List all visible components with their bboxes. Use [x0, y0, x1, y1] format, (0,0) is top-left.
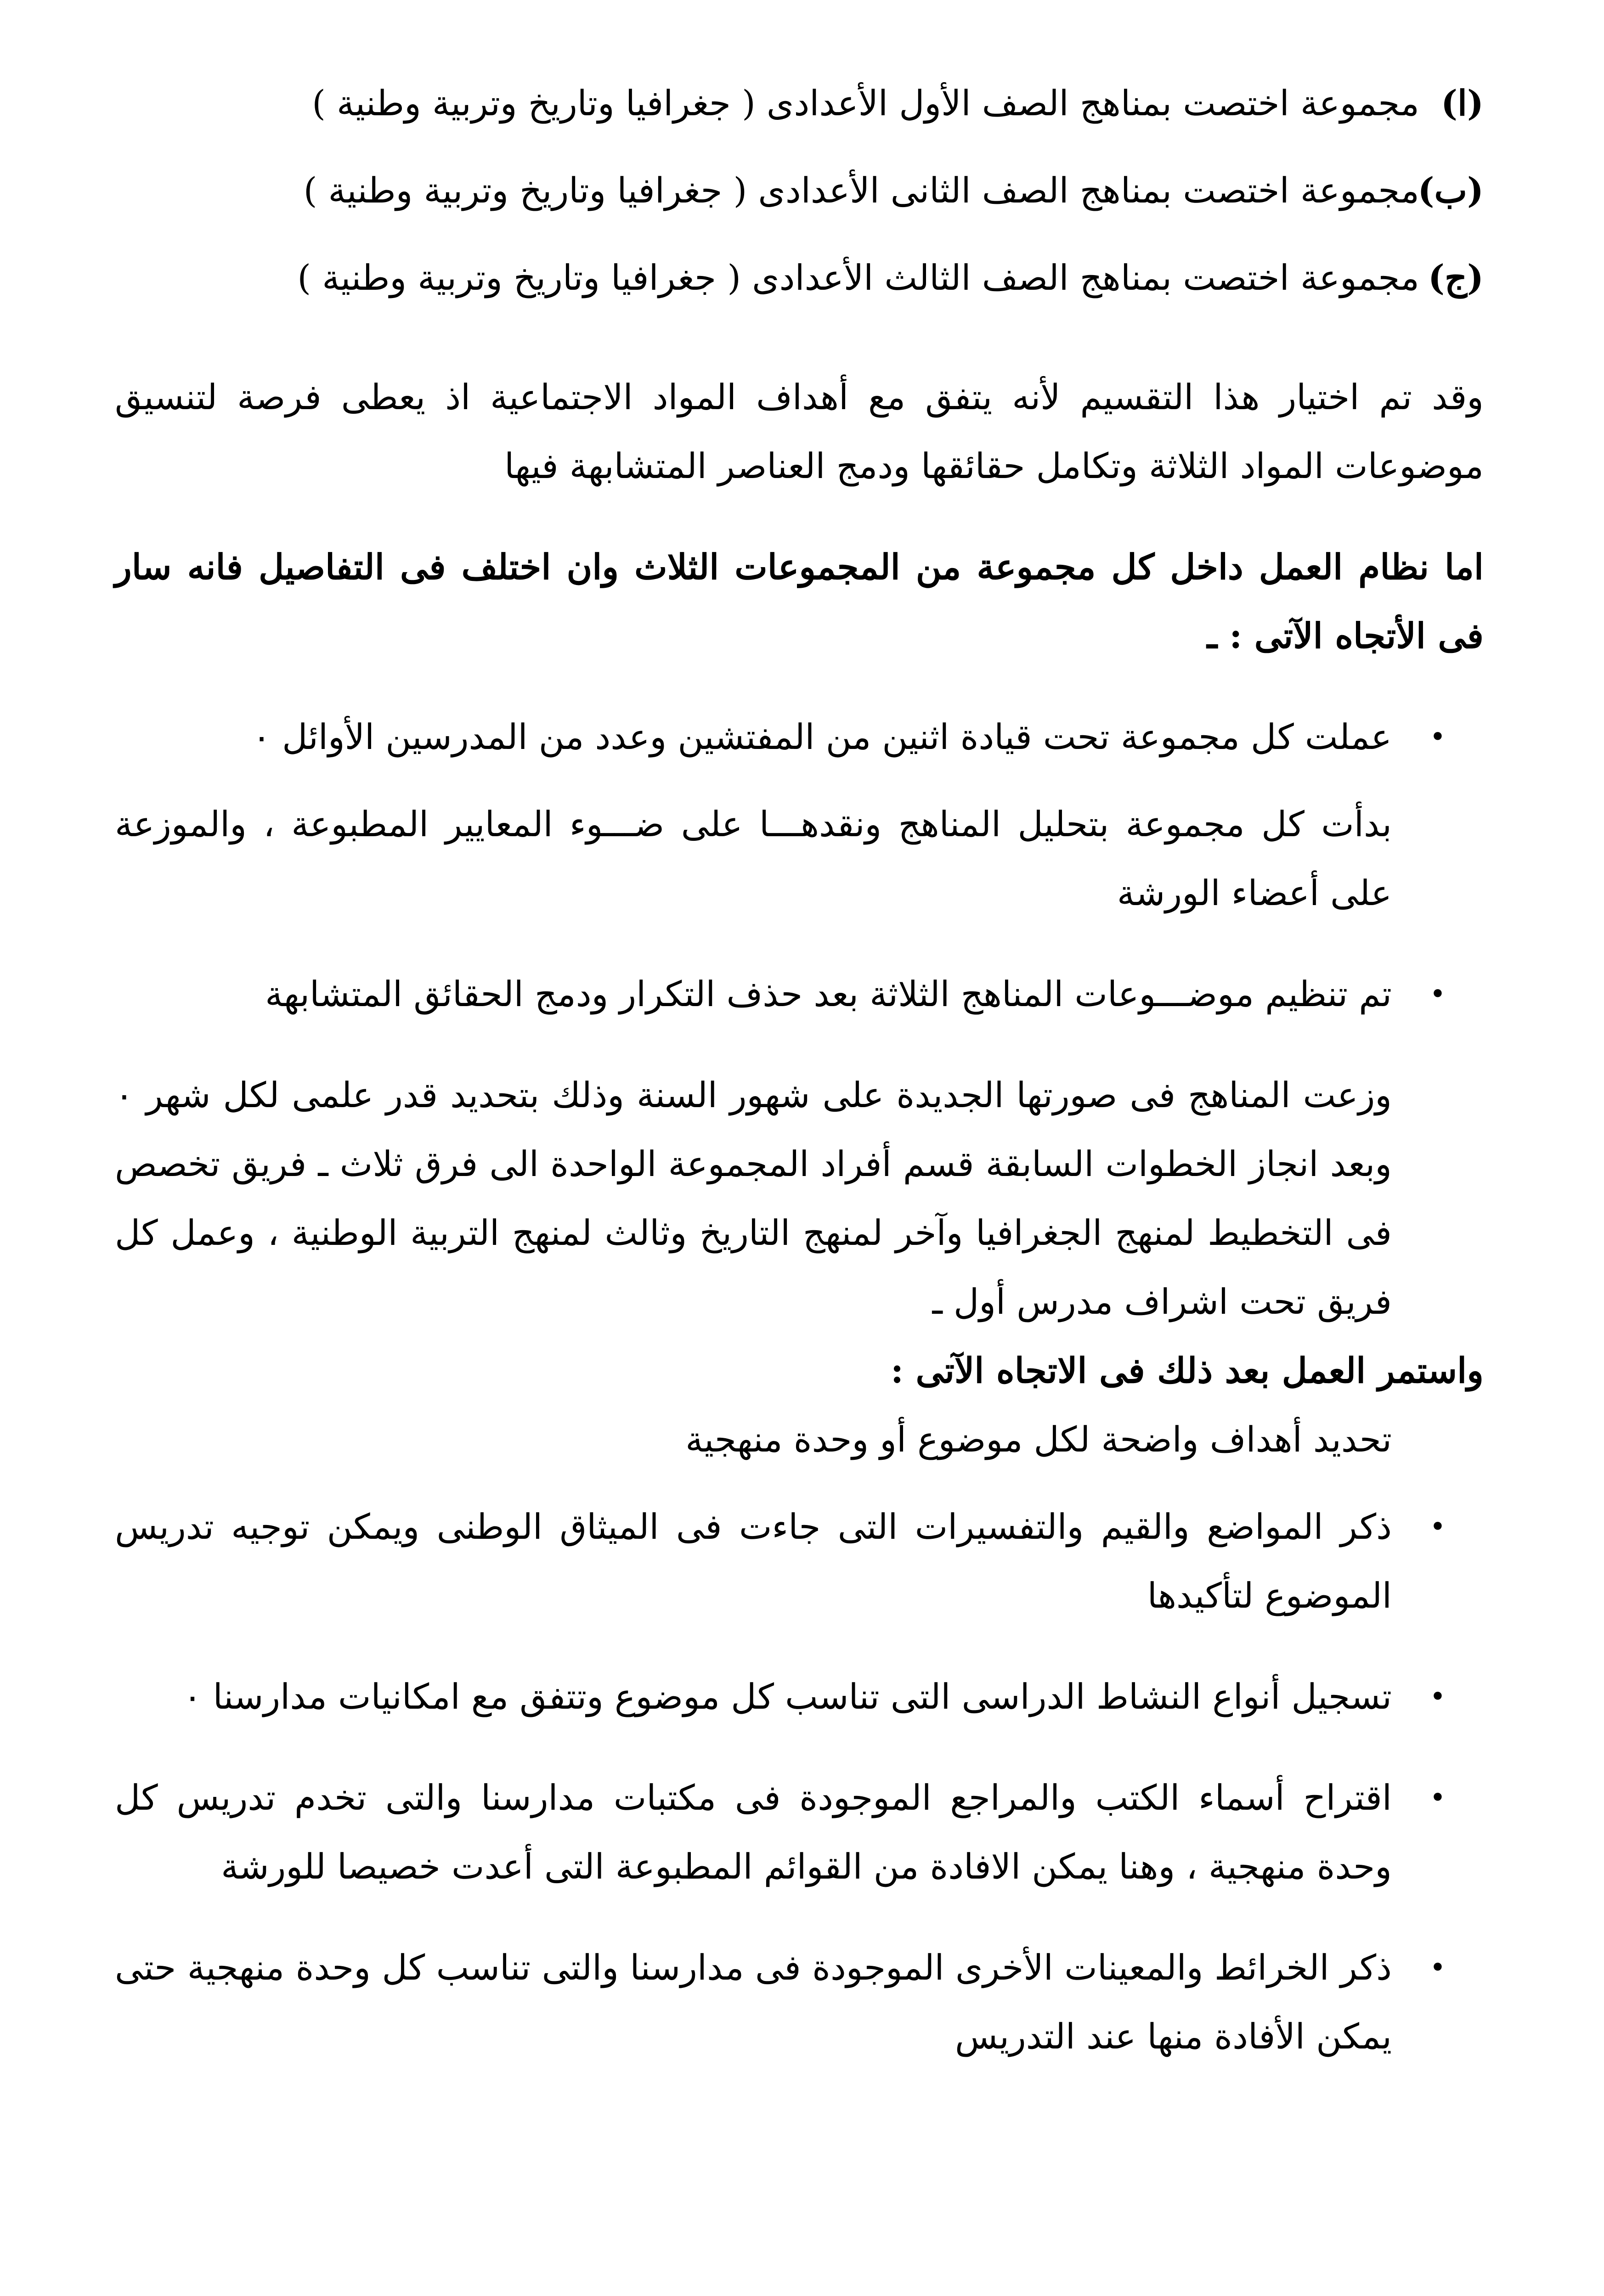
group-text: مجموعة اختصت بمناهج الصف الأول الأعدادى ( جغرافيا وتاريخ وتربية وطنية )	[312, 83, 1419, 124]
bullet-item-organize	[115, 960, 1484, 1029]
line-objectives: تحديد أهداف واضحة لكل موضوع أو وحدة منهجية	[685, 1419, 1392, 1460]
paragraph-analysis: بدأت كل مجموعة بتحليل المناهج ونقدهـــا على ضـــوء المعايير المطبوعة ، والموزعة على أعضاء الورشة	[115, 804, 1392, 913]
bullet-text: تم تنظيم موضـــوعات المناهج الثلاثة بعد حذف التكرار ودمج الحقائق المتشابهة	[265, 974, 1392, 1014]
bullet-text: عملت كل مجموعة تحت قيادة اثنين من المفتشين وعدد من المدرسين الأوائل ٠	[252, 716, 1392, 757]
heading-continue: واستمر العمل بعد ذلك فى الاتجاه الآتى :	[890, 1350, 1484, 1391]
bullet-icon: •	[1429, 721, 1446, 753]
heading-work-system: اما نظام العمل داخل كل مجموعة من المجموعات الثلاث وان اختلف فى التفاصيل فانه سار فى الأتجاه الآتى : ـ	[115, 546, 1484, 656]
bullet-icon: •	[1429, 1952, 1446, 1984]
bullet-item-charter	[115, 1492, 1484, 1630]
paragraph-distribution: وزعت المناهج فى صورتها الجديدة على شهور السنة وذلك بتحديد قدر علمى لكل شهر ٠ وبعد انجاز الخطوات السابقة قسم أفراد المجموعة الواحدة الى فرق ثلاث ـ فريق تخصص فى التخطيط لمنهج الجغرافيا وآخر لمنهج التاريخ وثالث لمنهج التربية الوطنية ، وعمل كل فريق تحت اشراف مدرس أول ـ	[115, 1075, 1392, 1322]
group-item-second-grade	[115, 156, 1484, 225]
paragraph-reason: وقد تم اختيار هذا التقسيم لأنه يتفق مع أهداف المواد الاجتماعية اذ يعطى فرصة لتنسيق موضوعات المواد الثلاثة وتكامل حقائقها ودمج العناصر المتشابهة فيها	[115, 377, 1484, 486]
group-marker: (ب)	[1418, 170, 1484, 211]
group-item-first-grade	[115, 69, 1484, 138]
bullet-icon: •	[1429, 1782, 1446, 1814]
document-page	[115, 69, 1484, 2296]
group-text: مجموعة اختصت بمناهج الصف الثانى الأعدادى ( جغرافيا وتاريخ وتربية وطنية )	[303, 170, 1419, 211]
bullet-item-books	[115, 1763, 1484, 1901]
bullet-icon: •	[1429, 1681, 1446, 1713]
bullet-item-maps	[115, 1933, 1484, 2071]
group-marker: (ا)	[1440, 83, 1484, 124]
bullet-icon: •	[1429, 978, 1446, 1010]
group-item-third-grade	[115, 243, 1484, 312]
group-text: مجموعة اختصت بمناهج الصف الثالث الأعدادى ( جغرافيا وتاريخ وتربية وطنية )	[297, 257, 1419, 298]
bullet-item-activities	[115, 1662, 1484, 1731]
bullet-text: ذكر المواضع والقيم والتفسيرات التى جاءت فى الميثاق الوطنى ويمكن توجيه تدريس الموضوع لتأكيدها	[115, 1506, 1392, 1616]
bullet-item-leaders	[115, 703, 1484, 771]
bullet-text: اقتراح أسماء الكتب والمراجع الموجودة فى مكتبات مدارسنا والتى تخدم تدريس كل وحدة منهجية ، وهنا يمكن الافادة من القوائم المطبوعة التى أعدت خصيصا للورشة	[115, 1777, 1392, 1887]
bullet-text: تسجيل أنواع النشاط الدراسى التى تناسب كل موضوع وتتفق مع امكانيات مدارسنا ٠	[183, 1676, 1392, 1717]
bullet-text: ذكر الخرائط والمعينات الأخرى الموجودة فى مدارسنا والتى تناسب كل وحدة منهجية حتى يمكن الأفادة منها عند التدريس	[115, 1947, 1392, 2057]
group-marker: (ج)	[1428, 257, 1484, 298]
bullet-icon: •	[1429, 1511, 1446, 1543]
